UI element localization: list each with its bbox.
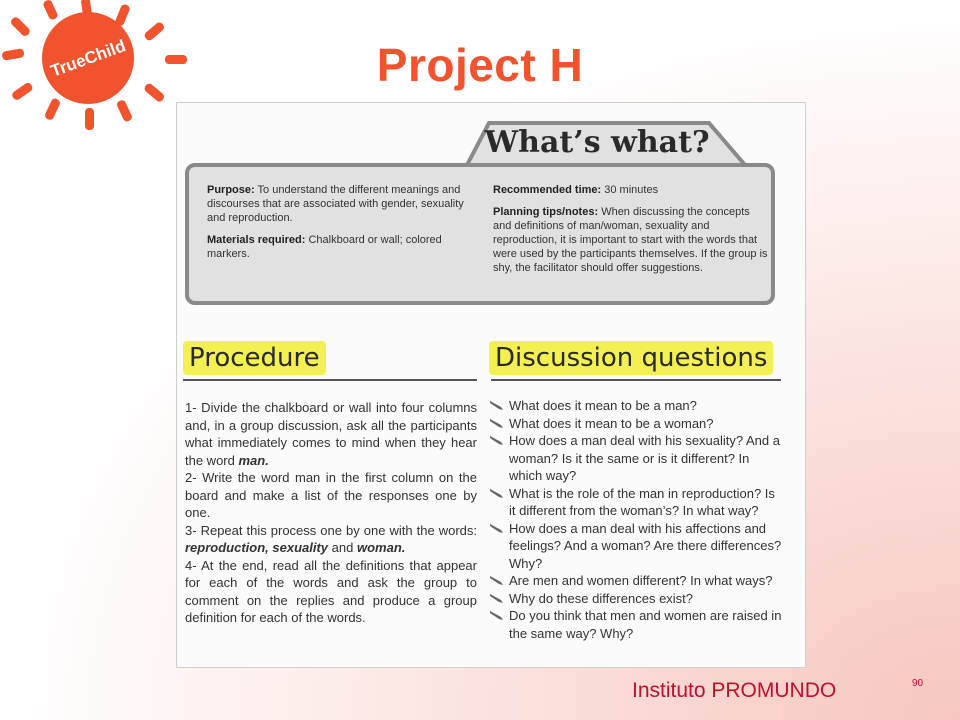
pencil-icon	[489, 399, 505, 411]
pencil-icon	[489, 434, 505, 446]
procedure-step	[185, 399, 477, 469]
pencil-icon	[489, 592, 505, 604]
list-item	[489, 432, 785, 485]
question-text: How does a man deal with his affections and feelings? And a woman? Are there differences? Why?	[509, 520, 782, 571]
question-text: How does a man deal with his sexuality? And a woman? Is it the same or is it different? In which way?	[509, 433, 780, 483]
step-emphasis: man.	[238, 452, 269, 468]
pencil-icon	[489, 487, 505, 499]
scanned-page	[176, 102, 806, 668]
info-card	[185, 163, 775, 305]
tips-block	[493, 205, 769, 275]
footer-org: Instituto PROMUNDO	[632, 679, 837, 702]
materials-block	[207, 233, 477, 261]
purpose-text: To understand the different meanings and discourses that are associated with gender, sexuality and reproduction.	[207, 184, 464, 224]
materials-text: Chalkboard or wall; colored markers.	[207, 234, 442, 260]
step-emphasis: woman.	[357, 540, 406, 555]
step-text: and	[331, 540, 354, 555]
procedure-heading: Procedure	[183, 341, 326, 375]
pencil-icon	[489, 609, 505, 621]
pencil-icon	[489, 574, 505, 586]
materials-label: Materials required:	[207, 234, 306, 246]
info-left-column	[207, 183, 477, 269]
procedure-step: 2- Write the word man in the first column on the board and make a list of the responses one by one.	[185, 470, 477, 520]
procedure-step	[185, 522, 477, 557]
list-item	[489, 572, 785, 590]
discussion-question-list	[489, 397, 785, 642]
logo-text: TrueChild	[48, 36, 129, 81]
procedure-step: 4- At the end, read all the definitions that appear for each of the words and ask the group to comment on the replies and produce a group definition for each of the words.	[185, 557, 477, 625]
question-text: What is the role of the man in reproduction? Is it different from the woman’s? In what way?	[509, 485, 775, 518]
pencil-icon	[489, 522, 505, 534]
question-text: What does it mean to be a woman?	[509, 415, 714, 431]
list-item	[489, 520, 785, 573]
pencil-icon	[489, 417, 505, 429]
list-item	[489, 415, 785, 433]
question-text: Are men and women different? In what ways?	[509, 573, 773, 588]
time-label: Recommended time:	[493, 184, 602, 196]
procedure-steps	[185, 399, 477, 627]
info-right-column	[493, 183, 769, 283]
step-emphasis: reproduction, sexuality	[185, 540, 329, 555]
list-item	[489, 590, 785, 608]
question-text: Do you think that men and women are raised in the same way? Why?	[509, 608, 782, 641]
page-number: 90	[912, 678, 924, 689]
time-block	[493, 183, 769, 197]
question-text: Why do these differences exist?	[509, 590, 694, 606]
step-text: 1- Divide the chalkboard or wall into four columns and, in a group discussion, ask all the participants what immediately comes to mind when they hear the word	[185, 400, 477, 468]
discussion-heading: Discussion questions	[489, 341, 773, 375]
list-item	[489, 397, 785, 415]
list-item	[489, 607, 785, 642]
step-text: 3- Repeat this process one by one with the words:	[185, 522, 477, 538]
list-item	[489, 485, 785, 520]
tips-text: When discussing the concepts and definitions of man/woman, sexuality and reproduction, it is important to start with the words that were used by the participants themselves. If the group is shy, the facilitator should offer suggestions.	[493, 206, 768, 274]
procedure-divider	[183, 379, 477, 381]
time-text: 30 minutes	[604, 184, 659, 196]
purpose-block	[207, 183, 477, 225]
discussion-divider	[491, 379, 781, 381]
question-text: What does it mean to be a man?	[509, 398, 697, 413]
purpose-label: Purpose:	[207, 184, 255, 196]
slide-title: Project H	[376, 39, 584, 91]
banner-title: What’s what?	[484, 125, 710, 160]
tips-label: Planning tips/notes:	[493, 206, 599, 218]
